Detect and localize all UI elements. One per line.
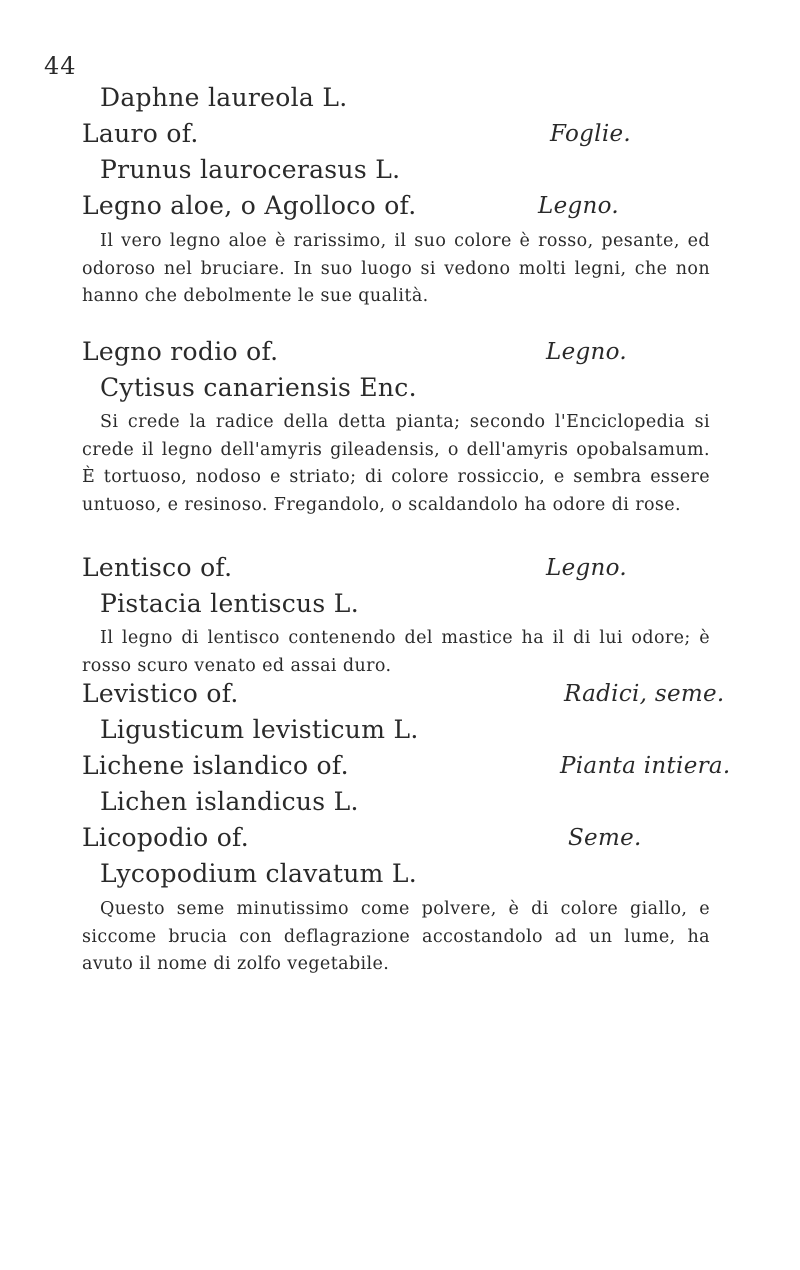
entry-heading [82, 336, 704, 367]
latin-name: Ligusticum levisticum L. [100, 715, 419, 744]
entry-name: Lichene islandico of. [82, 751, 349, 780]
entry-name: Lentisco of. [82, 553, 233, 582]
entry-heading [82, 750, 731, 781]
entry-heading [82, 822, 704, 853]
page-number: 44 [44, 52, 77, 80]
entry-name: Lauro of. [82, 119, 199, 148]
entry-part: Radici, seme. [564, 681, 725, 707]
entry-note: Si crede la radice della detta pianta; secondo l'Enciclopedia si crede il legno dell'amyris gileadensis, o dell'amyris opobalsamum. È tortuoso, nodoso e striato; di colore rossiccio, e sembra essere untuoso, e resinoso. Fregandolo, o scaldandolo ha odore di rose. [82, 412, 710, 515]
entry-note: Il vero legno aloe è rarissimo, il suo colore è rosso, pesante, ed odoroso nel bruciare. In suo luogo si vedono molti legni, che non hanno che debolmente le sue qualità. [82, 231, 710, 306]
latin-name: Daphne laureola L. [100, 83, 348, 112]
latin-name: Prunus laurocerasus L. [100, 155, 401, 184]
entry-part: Legno. [546, 339, 627, 365]
entry-heading [82, 552, 704, 583]
latin-name: Lycopodium clavatum L. [100, 859, 418, 888]
entry-name: Licopodio of. [82, 823, 249, 852]
latin-name: Pistacia lentiscus L. [100, 589, 359, 618]
entry-part: Pianta intiera. [560, 753, 731, 779]
latin-name: Cytisus canariensis Enc. [100, 373, 417, 402]
entry-note: Il legno di lentisco contenendo del mastice ha il di lui odore; è rosso scuro venato ed assai duro. [82, 628, 710, 676]
entry-name: Legno rodio of. [82, 337, 279, 366]
entry-part: Foglie. [550, 121, 632, 147]
entry-note: Questo seme minutissimo come polvere, è di colore giallo, e siccome brucia con deflagrazione accostandolo ad un lume, ha avuto il nome di zolfo vegetabile. [82, 899, 710, 974]
entry-name: Legno aloe, o Agolloco of. [82, 191, 417, 220]
entry-heading [82, 190, 704, 221]
latin-name: Lichen islandicus L. [100, 787, 359, 816]
entry-name: Levistico of. [82, 679, 239, 708]
entry-heading [82, 118, 704, 149]
entry-part: Seme. [568, 825, 642, 851]
entry-part: Legno. [538, 193, 619, 219]
entry-part: Legno. [546, 555, 627, 581]
entry-heading [82, 678, 725, 709]
